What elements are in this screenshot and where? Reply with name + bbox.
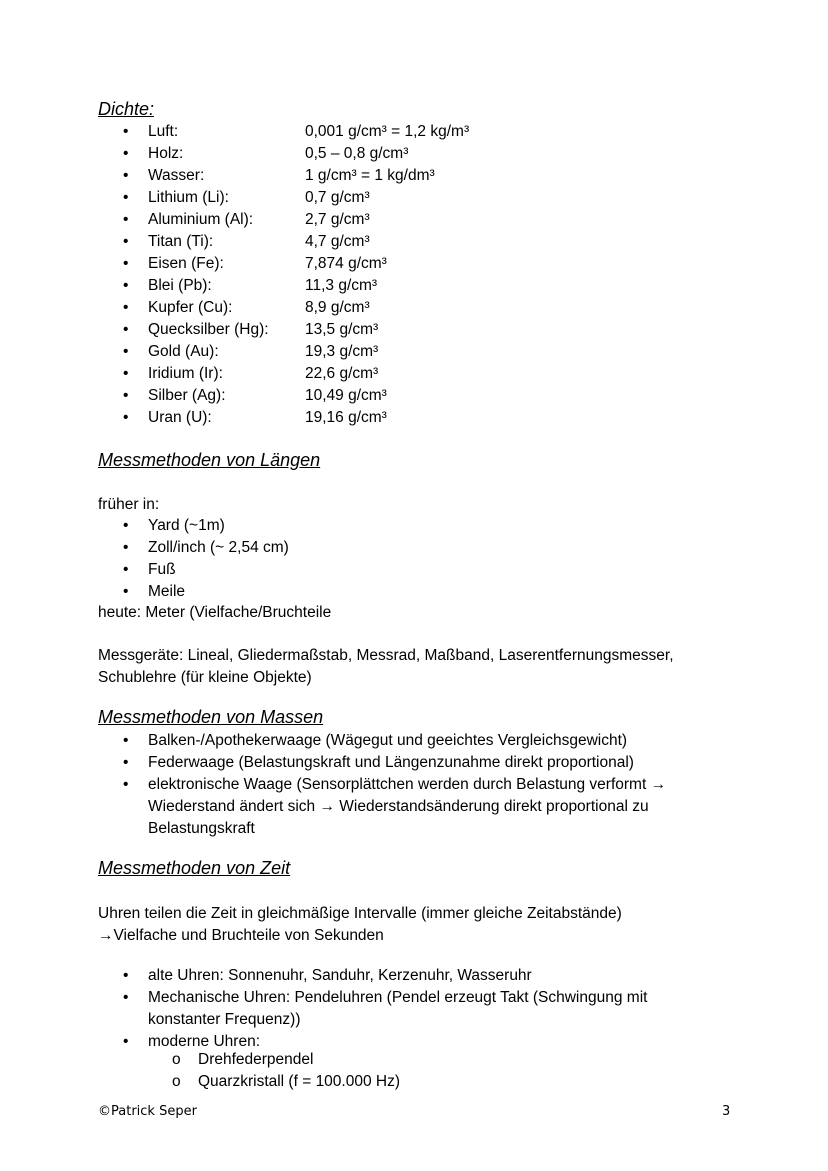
density-row [0, 297, 600, 319]
density-material: Quecksilber (Hg): [148, 321, 269, 338]
page-number: 3 [722, 1104, 731, 1119]
bullet-icon: • [123, 732, 129, 749]
bullet-icon: • [123, 123, 129, 140]
density-row [0, 121, 600, 143]
density-value: 7,874 g/cm³ [305, 255, 387, 272]
bullet-icon: • [123, 167, 129, 184]
masses-heading: Messmethoden von Massen [98, 707, 324, 727]
bullet-icon: • [123, 365, 129, 382]
density-row [0, 275, 600, 297]
time-item-text: moderne Uhren: [148, 1033, 261, 1050]
density-material: Wasser: [148, 167, 205, 184]
bullet-icon: • [123, 233, 129, 250]
bullet-icon: • [123, 409, 129, 426]
bullet-icon: • [123, 776, 129, 793]
bullet-icon: • [123, 1033, 129, 1050]
bullet-icon: • [123, 561, 129, 578]
density-row [0, 231, 600, 253]
masses-item-text: Wiederstand ändert sich → Wiederstandsänderung direkt proportional zu [148, 798, 649, 815]
bullet-icon: • [123, 539, 129, 556]
time-item-text: Mechanische Uhren: Pendeluhren (Pendel erzeugt Takt (Schwingung mit [148, 989, 648, 1006]
lengths-item-text: Fuß [148, 561, 176, 578]
density-row [0, 253, 600, 275]
bullet-icon: • [123, 343, 129, 360]
density-value: 19,16 g/cm³ [305, 409, 387, 426]
bullet-icon: • [123, 967, 129, 984]
density-value: 19,3 g/cm³ [305, 343, 379, 360]
density-value: 0,5 – 0,8 g/cm³ [305, 145, 409, 162]
bullet-icon: • [123, 387, 129, 404]
bullet-icon: • [123, 189, 129, 206]
density-row [0, 319, 600, 341]
sub-bullet-icon: o [172, 1073, 181, 1090]
masses-item-text: Balken-/Apothekerwaage (Wägegut und geeichtes Vergleichsgewicht) [148, 732, 628, 749]
lengths-item-text: Yard (~1m) [148, 517, 225, 534]
masses-item-text: Federwaage (Belastungskraft und Längenzunahme direkt proportional) [148, 754, 634, 771]
sub-bullet-icon: o [172, 1051, 181, 1068]
density-value: 0,7 g/cm³ [305, 189, 370, 206]
density-value: 4,7 g/cm³ [305, 233, 370, 250]
lengths-heading: Messmethoden von Längen [98, 450, 321, 470]
bullet-icon: • [123, 145, 129, 162]
lengths-devices-line-1: Messgeräte: Lineal, Gliedermaßstab, Messrad, Maßband, Laserentfernungsmesser, [98, 647, 674, 664]
masses-item-text: elektronische Waage (Sensorplättchen werden durch Belastung verformt → [148, 776, 667, 793]
time-intro-line-2: →Vielfache und Bruchteile von Sekunden [98, 927, 384, 944]
density-row [0, 143, 600, 165]
bullet-icon: • [123, 321, 129, 338]
density-heading: Dichte: [98, 99, 155, 119]
density-value: 11,3 g/cm³ [305, 277, 378, 294]
density-material: Titan (Ti): [148, 233, 214, 250]
time-heading: Messmethoden von Zeit [98, 858, 291, 878]
density-material: Holz: [148, 145, 184, 162]
density-material: Uran (U): [148, 409, 212, 426]
lengths-today: heute: Meter (Vielfache/Bruchteile [98, 604, 332, 621]
density-value: 8,9 g/cm³ [305, 299, 370, 316]
density-row [0, 407, 600, 429]
density-material: Aluminium (Al): [148, 211, 254, 228]
density-material: Lithium (Li): [148, 189, 229, 206]
time-subitem-text: Quarzkristall (f = 100.000 Hz) [198, 1073, 401, 1090]
density-row [0, 209, 600, 231]
time-item-text: alte Uhren: Sonnenuhr, Sanduhr, Kerzenuhr, Wasseruhr [148, 967, 532, 984]
density-value: 22,6 g/cm³ [305, 365, 379, 382]
footer-author: ©Patrick Seper [98, 1104, 197, 1119]
density-row [0, 341, 600, 363]
bullet-icon: • [123, 989, 129, 1006]
bullet-icon: • [123, 299, 129, 316]
lengths-item-text: Zoll/inch (~ 2,54 cm) [148, 539, 289, 556]
density-value: 2,7 g/cm³ [305, 211, 370, 228]
bullet-icon: • [123, 754, 129, 771]
density-row [0, 165, 600, 187]
density-material: Luft: [148, 123, 179, 140]
density-value: 0,001 g/cm³ = 1,2 kg/m³ [305, 123, 470, 140]
density-value: 1 g/cm³ = 1 kg/dm³ [305, 167, 435, 184]
density-material: Gold (Au): [148, 343, 219, 360]
time-item-text: konstanter Frequenz)) [148, 1011, 301, 1028]
density-material: Silber (Ag): [148, 387, 226, 404]
bullet-icon: • [123, 517, 129, 534]
time-intro-line-1: Uhren teilen die Zeit in gleichmäßige Intervalle (immer gleiche Zeitabstände) [98, 905, 622, 922]
bullet-icon: • [123, 583, 129, 600]
density-material: Kupfer (Cu): [148, 299, 233, 316]
density-row [0, 385, 600, 407]
lengths-intro: früher in: [98, 496, 160, 513]
density-material: Blei (Pb): [148, 277, 212, 294]
masses-item-text: Belastungskraft [148, 820, 255, 837]
density-material: Iridium (Ir): [148, 365, 223, 382]
density-material: Eisen (Fe): [148, 255, 224, 272]
density-row [0, 363, 600, 385]
bullet-icon: • [123, 211, 129, 228]
lengths-item-text: Meile [148, 583, 186, 600]
bullet-icon: • [123, 277, 129, 294]
density-value: 10,49 g/cm³ [305, 387, 387, 404]
density-value: 13,5 g/cm³ [305, 321, 379, 338]
time-subitem-text: Drehfederpendel [198, 1051, 314, 1068]
lengths-devices-line-2: Schublehre (für kleine Objekte) [98, 669, 312, 686]
density-row [0, 187, 600, 209]
bullet-icon: • [123, 255, 129, 272]
